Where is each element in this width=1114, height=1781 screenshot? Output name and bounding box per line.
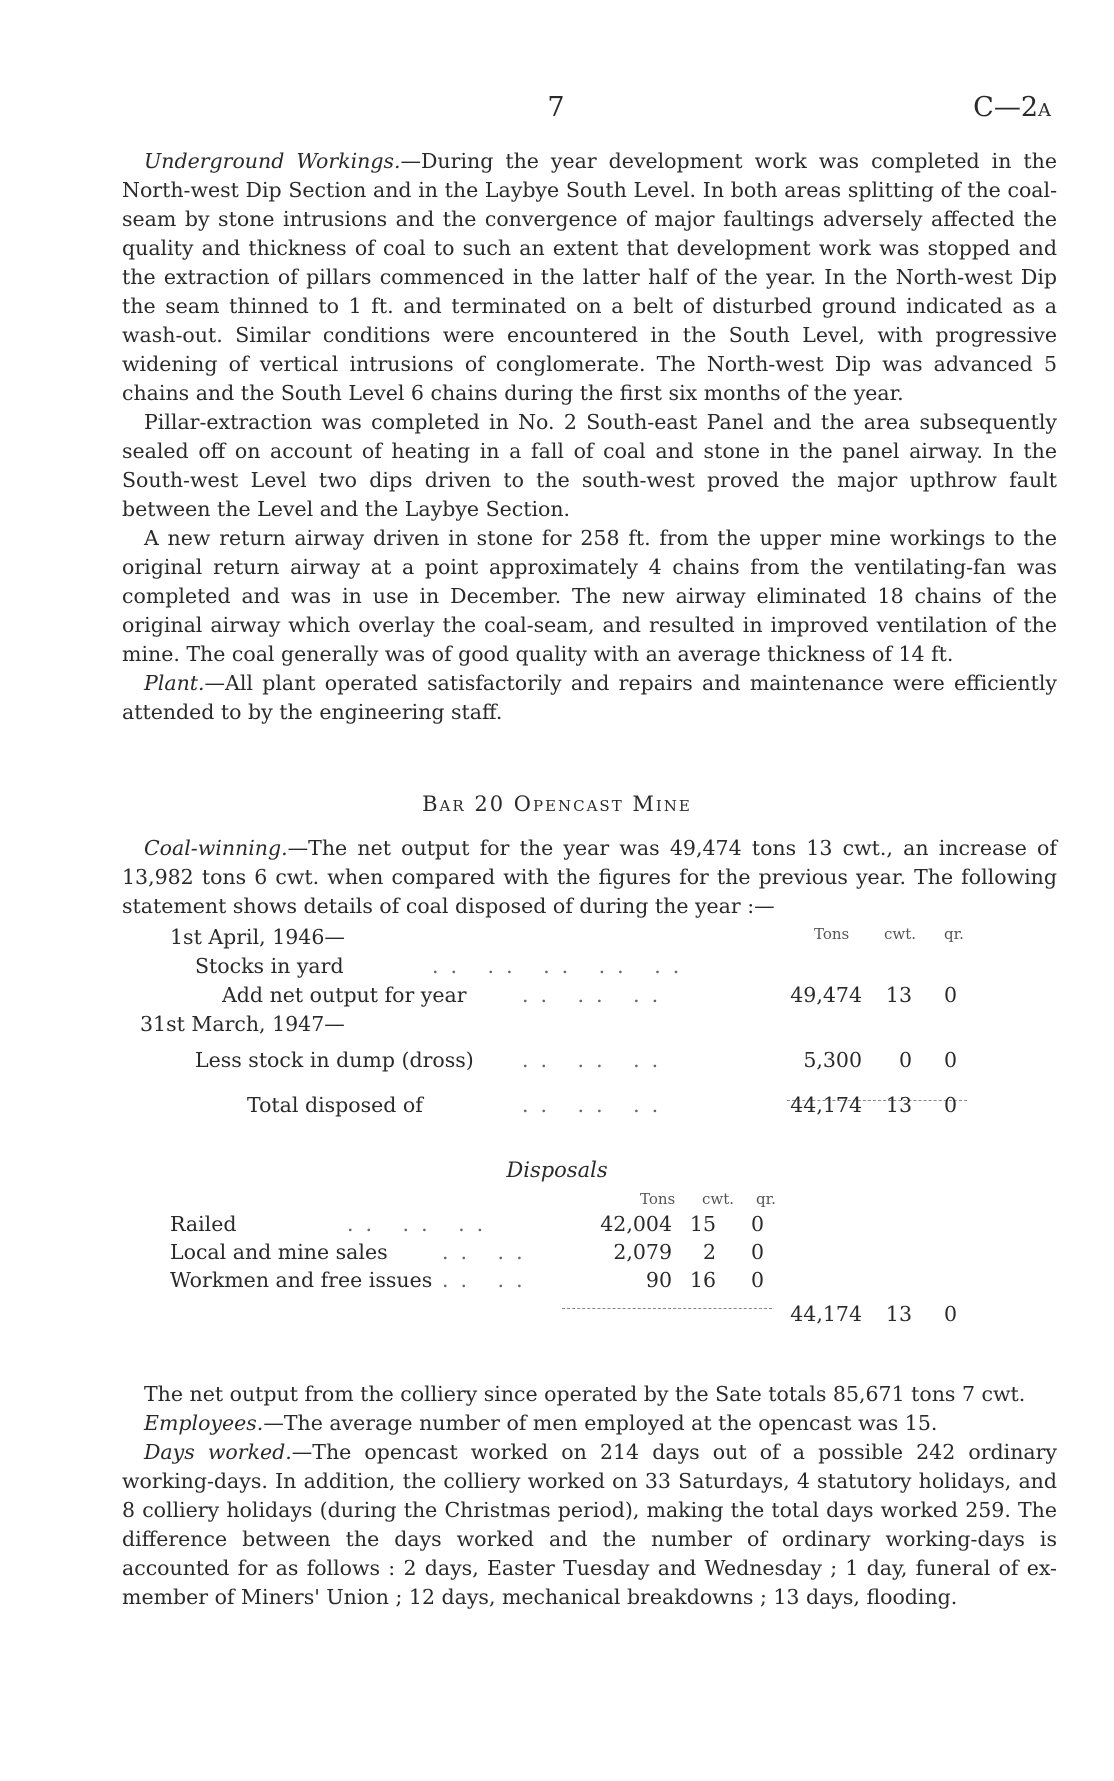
statement-row-date1 [122,925,1057,954]
add-qr: 0 [943,983,957,1007]
leader-dots: .. .. .. [522,1048,671,1072]
coal-statement-table [122,925,1057,1122]
disp-col-cwt: cwt. [702,1190,735,1208]
total-qr: 0 [943,1093,957,1117]
page-header [0,92,1114,126]
section-title: Bar 20 Opencast Mine [422,792,692,816]
disposal-qr: 0 [750,1212,764,1236]
disposal-row [122,1212,1057,1240]
disp-col-qr: qr. [756,1190,776,1208]
disposal-label: Workmen and free issues [170,1268,433,1292]
less-cwt: 0 [898,1048,912,1072]
statement-row-total [122,1093,1057,1122]
total-tons: 44,174 [790,1093,862,1117]
coal-winning-section [122,834,1057,921]
coal-winning-lead: Coal-winning. [144,836,288,860]
disposals-total-qr: 0 [943,1302,957,1326]
doc-ref-main: C—2 [973,92,1038,123]
col-header-qr: qr. [944,925,964,943]
less-label: Less stock in dump (dross) [195,1048,474,1072]
disposals-header-row [122,1190,1057,1212]
disposal-qr: 0 [750,1268,764,1292]
disposal-cwt: 2 [702,1240,716,1264]
statement-row-stocks [122,954,1057,983]
disposal-cwt: 16 [689,1268,716,1292]
underground-para-1 [122,147,1057,408]
plant-paragraph [122,669,1057,727]
plant-text: —All plant operated satisfactorily and repairs and maintenance were efficiently attended to by the engineering staff. [122,671,1057,724]
closing-section [122,1380,1057,1612]
days-lead: Days worked. [144,1440,292,1464]
disposal-label: Railed [170,1212,237,1236]
page-number: 7 [547,92,565,123]
total-label: Total disposed of [247,1093,423,1117]
underground-text: —During the year development work was completed in the North-west Dip Section and in the Laybye South Level. In both areas splitting of the coal-seam by stone intrusions and the convergence of major faultings adversely affected the quality and thickness of coal to such an extent that development work was stopped and the extraction of pillars commenced in the latter half of the year. In the North-west Dip the seam thinned to 1 ft. and terminated on a belt of disturbed ground indicated as a wash-out. Similar conditions were encountered in the South Level, with progressive widening of vertical intrusions of conglomerate. The North-west Dip was advanced 5 chains and the South Level 6 chains during the first six months of the year. [122,149,1057,405]
disposal-tons: 90 [645,1268,672,1292]
leader-dots: .. .. .. .. .. [432,954,692,978]
plant-lead: Plant. [144,671,205,695]
statement-row-less [122,1048,1057,1077]
statement-row-date2 [122,1012,1057,1041]
employees-paragraph [122,1409,1057,1438]
days-worked-paragraph [122,1438,1057,1612]
days-text: —The opencast worked on 214 days out of a possible 242 ordinary working-days. In addition, the colliery worked on 33 Saturdays, 4 statutory holidays, and 8 colliery holidays (during the Christmas period), making the total days worked 259. The difference between the days worked and the number of ordinary working-days is accounted for as follows : 2 days, Easter Tuesday and Wednesday ; 1 day, funeral of ex-member of Miners' Union ; 12 days, mechanical breakdowns ; 13 days, flooding. [122,1440,1057,1609]
leader-dots: .. .. .. [347,1212,496,1236]
leader-dots: .. .. [442,1268,535,1292]
disposal-cwt: 15 [689,1212,716,1236]
add-cwt: 13 [885,983,912,1007]
col-header-tons: Tons [814,925,850,943]
disposal-row [122,1240,1057,1268]
total-cwt: 13 [885,1093,912,1117]
stocks-label: Stocks in yard [195,954,344,978]
col-header-cwt: cwt. [884,925,917,943]
coal-winning-text: —The net output for the year was 49,474 tons 13 cwt., an increase of 13,982 tons 6 cwt. when compared with the figures for the previous year. The following statement shows details of coal disposed of during the year :— [122,836,1057,918]
disp-col-tons: Tons [640,1190,676,1208]
employees-text: —The average number of men employed at the opencast was 15. [263,1411,938,1435]
add-tons: 49,474 [790,983,862,1007]
leader-dots: .. .. .. [522,1093,671,1117]
less-qr: 0 [943,1048,957,1072]
underground-para-2: Pillar-extraction was completed in No. 2 South-east Panel and the area subsequently sealed off on account of heating in a fall of coal and stone in the panel airway. In the South-west Level two dips driven to the south-west proved the major upthrow fault between the Level and the Laybye Section. [122,410,1057,521]
statement-date-1: 1st April, 1946— [170,925,345,949]
disposals-title: Disposals [506,1158,608,1182]
disposals-total-cwt: 13 [885,1302,912,1326]
disposal-label: Local and mine sales [170,1240,388,1264]
employees-lead: Employees. [144,1411,264,1435]
leader-dots: .. .. .. [522,983,671,1007]
doc-ref-suffix: A [1038,100,1052,121]
statement-date-2: 31st March, 1947— [140,1012,345,1036]
add-label: Add net output for year [222,983,467,1007]
document-reference [973,92,1052,123]
disposals-total-tons: 44,174 [790,1302,862,1326]
coal-winning-paragraph [122,834,1057,921]
less-tons: 5,300 [803,1048,862,1072]
disposal-row [122,1268,1057,1296]
underground-lead: Underground Workings. [144,149,401,173]
disposals-total-row [122,1302,1057,1331]
underground-para-3: A new return airway driven in stone for 258 ft. from the upper mine workings to the original return airway at a point approximately 4 chains from the ventilating-fan was completed and was in use in December. The new airway eliminated 18 chains of the original airway which overlay the coal-seam, and resulted in improved ventilation of the mine. The coal generally was of good quality with an average thickness of 14 ft. [122,526,1057,666]
leader-dots: .. .. [442,1240,535,1264]
statement-row-add [122,983,1057,1012]
disposal-tons: 42,004 [600,1212,672,1236]
underground-workings-section [122,147,1057,727]
disposal-qr: 0 [750,1240,764,1264]
disposal-tons: 2,079 [613,1240,672,1264]
disposals-table [122,1190,1057,1331]
output-paragraph: The net output from the colliery since operated by the Sate totals 85,671 tons 7 cwt. [144,1382,1026,1406]
